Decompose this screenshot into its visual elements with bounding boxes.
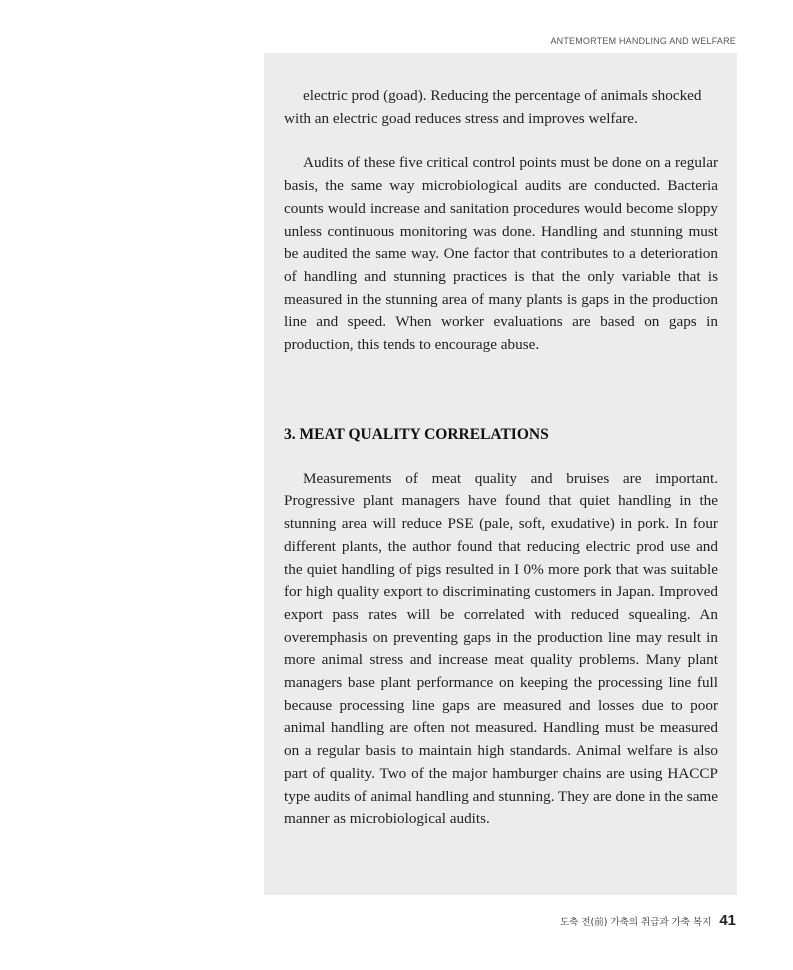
page-footer: [560, 912, 736, 929]
paragraph-continuation: electric prod (goad). Reducing the percentage of animals shocked with an electric goad reduces stress and improves welfare.: [284, 87, 702, 127]
running-header: ANTEMORTEM HANDLING AND WELFARE: [550, 36, 736, 46]
body-text: [284, 85, 718, 831]
section-heading: 3. MEAT QUALITY CORRELATIONS: [284, 425, 549, 443]
page-number: 41: [719, 912, 736, 929]
paragraph-meat-quality: Measurements of meat quality and bruises are important. Progressive plant managers have found that quiet handling in the stunning area will reduce PSE (pale, soft, exudative) in pork. In four different plants, the author found that reducing electric prod use and the quiet handling of pigs resulted in I 0% more pork that was suitable for high quality export to discriminating customers in Japan. Improved export pass rates will be correlated with reduced squealing. An overemphasis on preventing gaps in the production line may result in more animal stress and increase meat quality problems. Many plant managers base plant performance on keeping the processing line full because processing line gaps are measured and losses due to poor animal handling are often not measured. Handling must be measured on a regular basis to maintain high standards. Animal welfare is also part of quality. Two of the major hamburger chains are using HACCP type audits of animal handling and stunning. They are done in the same manner as microbiological audits.: [284, 469, 718, 828]
paragraph-audits: Audits of these five critical control points must be done on a regular basis, the same way microbiological audits are conducted. Bacteria counts would increase and sanitation procedures would become sloppy unless continuous monitoring was done. Handling and stunning must be audited the same way. One factor that contributes to a deterioration of handling and stunning practices is that the only variable that is measured in the stunning area of many plants is gaps in the production line and speed. When worker evaluations are based on gaps in production, this tends to encourage abuse.: [284, 154, 718, 354]
footer-book-title: 도축 전(前) 가축의 취급과 가축 복지: [559, 917, 712, 928]
